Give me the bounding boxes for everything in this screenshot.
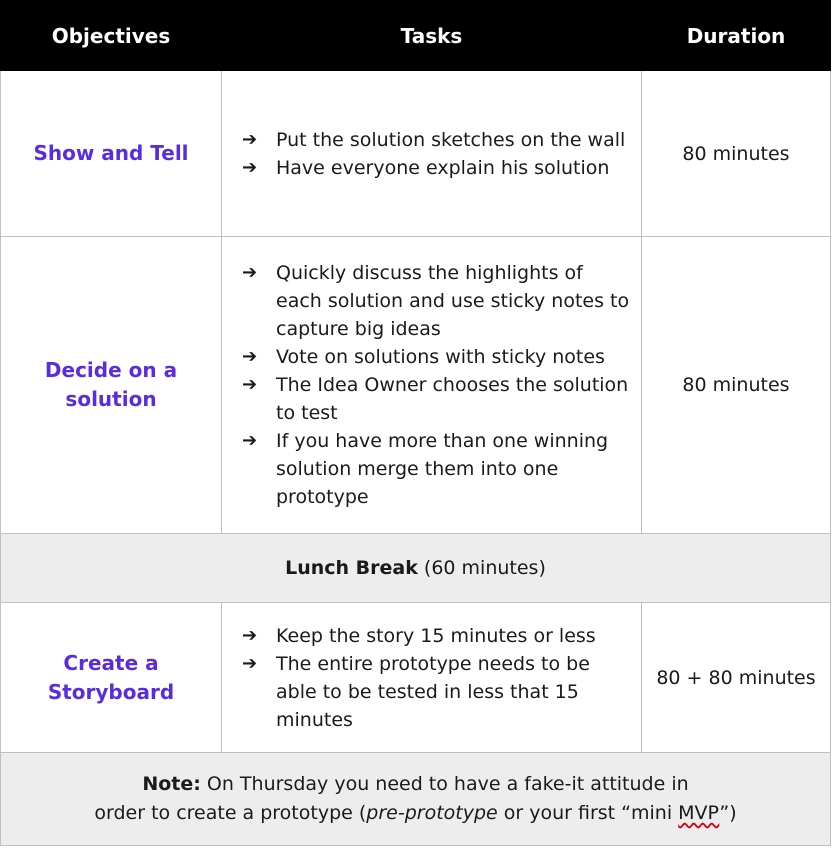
note-text: or your first “mini xyxy=(497,802,679,824)
objective-cell xyxy=(1,237,222,534)
note-italic: pre-prototype xyxy=(366,802,498,824)
arrow-icon: ➔ xyxy=(242,262,258,283)
objective-cell xyxy=(1,71,222,237)
arrow-icon: ➔ xyxy=(242,128,258,150)
tasks-cell xyxy=(222,71,642,237)
lunch-break-cell xyxy=(1,534,831,603)
arrow-icon: ➔ xyxy=(242,374,258,395)
lunch-break-label: Lunch Break xyxy=(285,557,418,579)
objective-label-line: Decide on a xyxy=(44,358,178,382)
note-text: On Thursday you need to have a fake-it attitude in xyxy=(200,773,689,795)
task-text: Keep the story 15 minutes or less xyxy=(276,624,596,647)
mvp-spellcheck-word: MVP xyxy=(678,802,720,824)
task-item xyxy=(238,126,633,154)
task-item xyxy=(238,622,633,650)
duration-cell: 80 + 80 minutes xyxy=(642,603,831,753)
arrow-icon: ➔ xyxy=(242,156,258,178)
note-text: order to create a prototype ( xyxy=(94,802,367,824)
header-tasks: Tasks xyxy=(222,1,642,71)
lunch-break-duration: (60 minutes) xyxy=(417,557,546,579)
task-item xyxy=(238,427,633,511)
table-row xyxy=(1,237,831,534)
task-text: Have everyone explain his solution xyxy=(276,156,610,179)
arrow-icon: ➔ xyxy=(242,652,258,674)
task-item xyxy=(238,259,633,343)
task-text: Quickly discuss the highlights of each solution and use sticky notes to capture big ideas xyxy=(276,262,630,340)
objective-label-line: Create a xyxy=(63,650,159,675)
objective-label-line: Storyboard xyxy=(47,679,175,704)
task-text: The Idea Owner chooses the solution to test xyxy=(276,374,629,424)
note-text: ”) xyxy=(719,802,737,824)
header-row xyxy=(1,1,831,71)
task-item xyxy=(238,154,633,182)
table-row xyxy=(1,71,831,237)
task-item xyxy=(238,371,633,427)
note-cell xyxy=(1,753,831,846)
task-text: The entire prototype needs to be able to be tested in less that 15 minutes xyxy=(276,652,590,731)
objective-label-line: solution xyxy=(65,387,157,411)
task-list xyxy=(238,259,633,511)
arrow-icon: ➔ xyxy=(242,624,258,646)
arrow-icon: ➔ xyxy=(242,346,258,367)
table-row xyxy=(1,603,831,753)
objective-label: Show and Tell xyxy=(33,141,189,165)
lunch-break-row xyxy=(1,534,831,603)
tasks-cell xyxy=(222,237,642,534)
objective-cell xyxy=(1,603,222,753)
note-row xyxy=(1,753,831,846)
note-label: Note: xyxy=(142,773,201,795)
duration-cell: 80 minutes xyxy=(642,71,831,237)
task-text: Put the solution sketches on the wall xyxy=(276,128,626,151)
header-duration: Duration xyxy=(642,1,831,71)
task-text: Vote on solutions with sticky notes xyxy=(276,346,605,368)
task-list xyxy=(238,126,633,182)
task-list xyxy=(238,622,633,734)
tasks-cell xyxy=(222,603,642,753)
task-item xyxy=(238,343,633,371)
task-item xyxy=(238,650,633,734)
arrow-icon: ➔ xyxy=(242,430,258,451)
header-objectives: Objectives xyxy=(1,1,222,71)
task-text: If you have more than one winning solution merge them into one prototype xyxy=(276,430,609,508)
duration-cell: 80 minutes xyxy=(642,237,831,534)
